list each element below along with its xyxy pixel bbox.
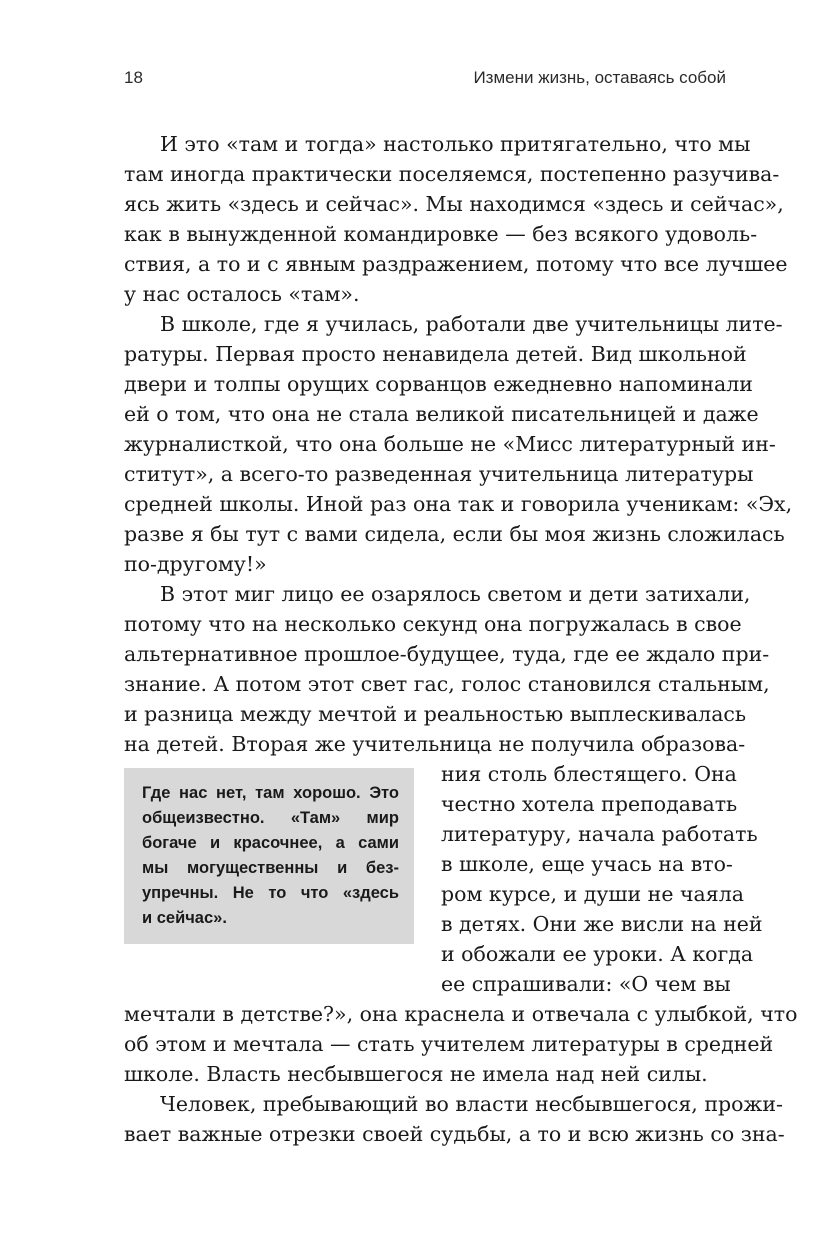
body-line: мечтали в детстве?», она краснела и отвечала с улыбкой, что	[124, 1002, 798, 1026]
body-line: журналисткой, что она больше не «Мисс литературный ин-	[124, 432, 776, 456]
body-line: по-другому!»	[124, 552, 267, 576]
body-line: средней школы. Иной раз она так и говорила ученикам: «Эх,	[124, 492, 793, 516]
body-line: ясь жить «здесь и сейчас». Мы находимся «здесь и сейчас»,	[124, 192, 784, 216]
body-line: двери и толпы орущих сорванцов ежедневно напоминали	[124, 372, 753, 396]
body-line: вает важные отрезки своей судьбы, а то и всю жизнь со зна-	[124, 1122, 785, 1146]
body-line: ее спрашивали: «О чем вы	[441, 972, 731, 996]
body-line: ей о том, что она не стала великой писательницей и даже	[124, 402, 759, 426]
pull-quote-line: Где нас нет, там хорошо. Это	[142, 784, 399, 802]
body-line: литературу, начала работать	[441, 822, 758, 846]
body-line: И это «там и тогда» настолько притягательно, что мы	[160, 132, 751, 156]
body-line: в школе, еще учась на вто-	[441, 852, 733, 876]
body-line: потому что на несколько секунд она погружалась в свое	[124, 612, 742, 636]
body-line: там иногда практически поселяемся, постепенно разучива-	[124, 162, 780, 186]
body-line: у нас осталось «там».	[124, 282, 360, 306]
body-line: альтернативное прошлое-будущее, туда, где ее ждало при-	[124, 642, 770, 666]
body-line: В этот миг лицо ее озарялось светом и дети затихали,	[160, 582, 751, 606]
body-line: как в вынужденной командировке — без всякого удоволь-	[124, 222, 758, 246]
pull-quote-line: упречны. Не то что «здесь	[142, 884, 399, 902]
pull-quote-line: общеизвестно. «Там» мир	[142, 809, 399, 827]
body-line: ствия, а то и с явным раздражением, потому что все лучшее	[124, 252, 788, 276]
body-line: ститут», а всего-то разведенная учительница литературы	[124, 462, 754, 486]
body-line: и обожали ее уроки. А когда	[441, 942, 754, 966]
body-line: школе. Власть несбывшегося не имела над ней силы.	[124, 1062, 708, 1086]
body-line: знание. А потом этот свет гас, голос становился стальным,	[124, 672, 770, 696]
running-header	[124, 68, 726, 98]
body-line: честно хотела преподавать	[441, 792, 738, 816]
body-line: в детях. Они же висли на ней	[441, 912, 763, 936]
running-title: Измени жизнь, оставаясь собой	[473, 68, 726, 87]
body-line: ния столь блестящего. Она	[441, 762, 737, 786]
pull-quote-box	[124, 768, 414, 944]
body-line: на детей. Вторая же учительница не получила образова-	[124, 732, 746, 756]
body-line: ратуры. Первая просто ненавидела детей. Вид школьной	[124, 342, 747, 366]
page-number: 18	[124, 68, 143, 87]
body-line: и разница между мечтой и реальностью выплескивалась	[124, 702, 747, 726]
body-line: Человек, пребывающий во власти несбывшегося, прожи-	[160, 1092, 783, 1116]
pull-quote-line: богаче и красочнее, а сами	[142, 834, 399, 852]
pull-quote-line: мы могущественны и без-	[142, 859, 399, 877]
body-line: ром курсе, и души не чаяла	[441, 882, 744, 906]
body-line: разве я бы тут с вами сидела, если бы моя жизнь сложилась	[124, 522, 785, 546]
body-line: В школе, где я училась, работали две учительницы лите-	[160, 312, 783, 336]
pull-quote-line: и сейчас».	[142, 909, 227, 927]
body-line: об этом и мечтала — стать учителем литературы в средней	[124, 1032, 774, 1056]
